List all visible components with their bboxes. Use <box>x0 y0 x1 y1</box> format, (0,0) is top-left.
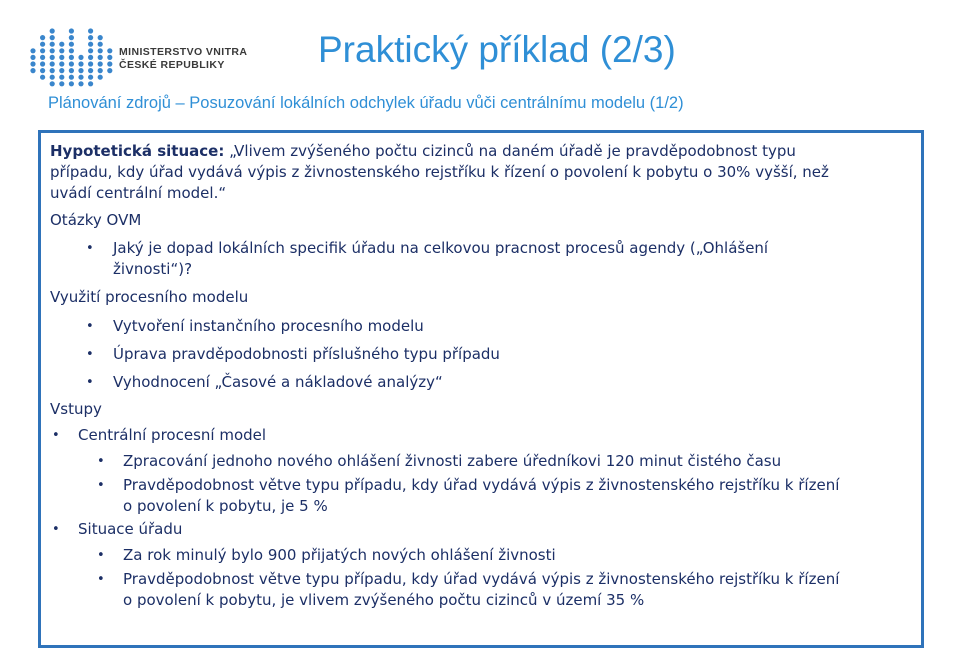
hypothesis-line-2: případu, kdy úřad vydává výpis z živnostenského rejstříku k řízení o povolení k pobytu o 30% vyšší, než <box>50 163 829 181</box>
logo-dot <box>98 35 103 40</box>
bullet-icon: • <box>97 572 105 587</box>
logo-dot <box>78 55 83 60</box>
logo-dot <box>40 35 45 40</box>
logo-dot <box>59 42 64 47</box>
logo-dot <box>50 28 55 33</box>
logo-dot <box>30 68 35 73</box>
central-item-2-line-1: Pravděpodobnost větve typu případu, kdy úřad vydává výpis z živnostenského rejstříku k řízení <box>123 476 840 494</box>
logo-line-2: ČESKÉ REPUBLIKY <box>119 59 225 71</box>
logo-dot <box>59 81 64 86</box>
central-model-label: Centrální procesní model <box>78 426 267 444</box>
logo-dot <box>69 75 74 80</box>
usage-heading: Využití procesního modelu <box>50 288 249 306</box>
bullet-icon: • <box>97 478 105 493</box>
logo-dot <box>107 48 112 53</box>
hypothesis-line-3: uvádí centrální model.“ <box>50 184 227 202</box>
logo-dot <box>69 48 74 53</box>
bullet-icon: • <box>86 319 94 334</box>
logo-dot <box>78 61 83 66</box>
hypothesis-label: Hypotetická situace: <box>50 142 225 160</box>
logo-dot <box>40 61 45 66</box>
logo-dot <box>50 35 55 40</box>
questions-heading: Otázky OVM <box>50 211 142 229</box>
logo-dot <box>40 48 45 53</box>
usage-item-1: Vytvoření instančního procesního modelu <box>113 317 424 335</box>
logo-dot <box>50 81 55 86</box>
logo-dot <box>59 68 64 73</box>
logo-dot <box>30 55 35 60</box>
logo-dot <box>69 68 74 73</box>
logo-dot <box>107 61 112 66</box>
logo-dot <box>59 75 64 80</box>
logo-line-1: MINISTERSTVO VNITRA <box>119 46 248 58</box>
bullet-icon: • <box>97 548 105 563</box>
logo-dot <box>88 42 93 47</box>
logo-dot <box>98 68 103 73</box>
logo-dot <box>59 61 64 66</box>
question-item-line-2: živnosti“)? <box>113 260 193 278</box>
logo-dot <box>50 61 55 66</box>
page-title: Praktický příklad (2/3) <box>318 29 676 70</box>
logo-dot <box>88 28 93 33</box>
logo-dot <box>107 55 112 60</box>
logo-dot <box>59 55 64 60</box>
page-subtitle: Plánování zdrojů – Posuzování lokálních odchylek úřadu vůči centrálnímu modelu (1/2) <box>48 94 684 112</box>
logo-dot <box>88 68 93 73</box>
logo-dot <box>40 75 45 80</box>
logo-dot <box>69 61 74 66</box>
logo-dot <box>50 55 55 60</box>
office-situation-label: Situace úřadu <box>78 520 183 538</box>
bullet-icon: • <box>86 347 94 362</box>
bullet-icon: • <box>52 522 60 537</box>
bullet-icon: • <box>86 241 94 256</box>
logo-dot <box>98 42 103 47</box>
question-item-line-1: Jaký je dopad lokálních specifik úřadu na celkovou pracnost procesů agendy („Ohlášení <box>113 239 769 257</box>
logo-dot <box>88 81 93 86</box>
hypothesis-line-1 <box>50 141 796 162</box>
logo-dot <box>88 55 93 60</box>
logo-dot <box>50 75 55 80</box>
logo-dot <box>30 48 35 53</box>
logo-dot <box>50 68 55 73</box>
logo-dot <box>78 68 83 73</box>
logo-dot <box>59 48 64 53</box>
central-item-2-line-2: o povolení k pobytu, je 5 % <box>123 497 328 515</box>
ministry-logo-text <box>119 46 247 72</box>
office-item-2-line-2: o povolení k pobytu, je vlivem zvýšeného počtu cizinců v území 35 % <box>123 591 645 609</box>
logo-dot <box>50 42 55 47</box>
logo-dot <box>69 81 74 86</box>
logo-dot <box>50 48 55 53</box>
bullet-icon: • <box>97 454 105 469</box>
logo-dot <box>69 55 74 60</box>
logo-dot <box>78 81 83 86</box>
office-item-1: Za rok minulý bylo 900 přijatých nových ohlášení živnosti <box>123 546 556 564</box>
usage-item-2: Úprava pravděpodobnosti příslušného typu případu <box>113 345 500 363</box>
logo-dot <box>88 61 93 66</box>
logo-dot <box>98 61 103 66</box>
central-item-1: Zpracování jednoho nového ohlášení živnosti zabere úředníkovi 120 minut čistého času <box>123 452 782 470</box>
hypothesis-text: „Vlivem zvýšeného počtu cizinců na daném úřadě je pravděpodobnost typu <box>224 142 796 160</box>
logo-dot <box>88 35 93 40</box>
logo-dot <box>107 68 112 73</box>
logo-dot <box>98 48 103 53</box>
logo-dot <box>88 48 93 53</box>
logo-dot <box>98 75 103 80</box>
logo-dot <box>40 42 45 47</box>
office-item-2-line-1: Pravděpodobnost větve typu případu, kdy úřad vydává výpis z živnostenského rejstříku k řízení <box>123 570 840 588</box>
logo-dot <box>69 35 74 40</box>
inputs-heading: Vstupy <box>50 400 102 418</box>
logo-dot <box>40 55 45 60</box>
logo-dot <box>30 61 35 66</box>
logo-dot <box>88 75 93 80</box>
bullet-icon: • <box>86 375 94 390</box>
logo-dot <box>40 68 45 73</box>
usage-item-3: Vyhodnocení „Časové a nákladové analýzy“ <box>113 373 443 391</box>
logo-dot <box>69 42 74 47</box>
logo-dot <box>98 55 103 60</box>
logo-dot <box>78 75 83 80</box>
logo-dot <box>69 28 74 33</box>
bullet-icon: • <box>52 428 60 443</box>
